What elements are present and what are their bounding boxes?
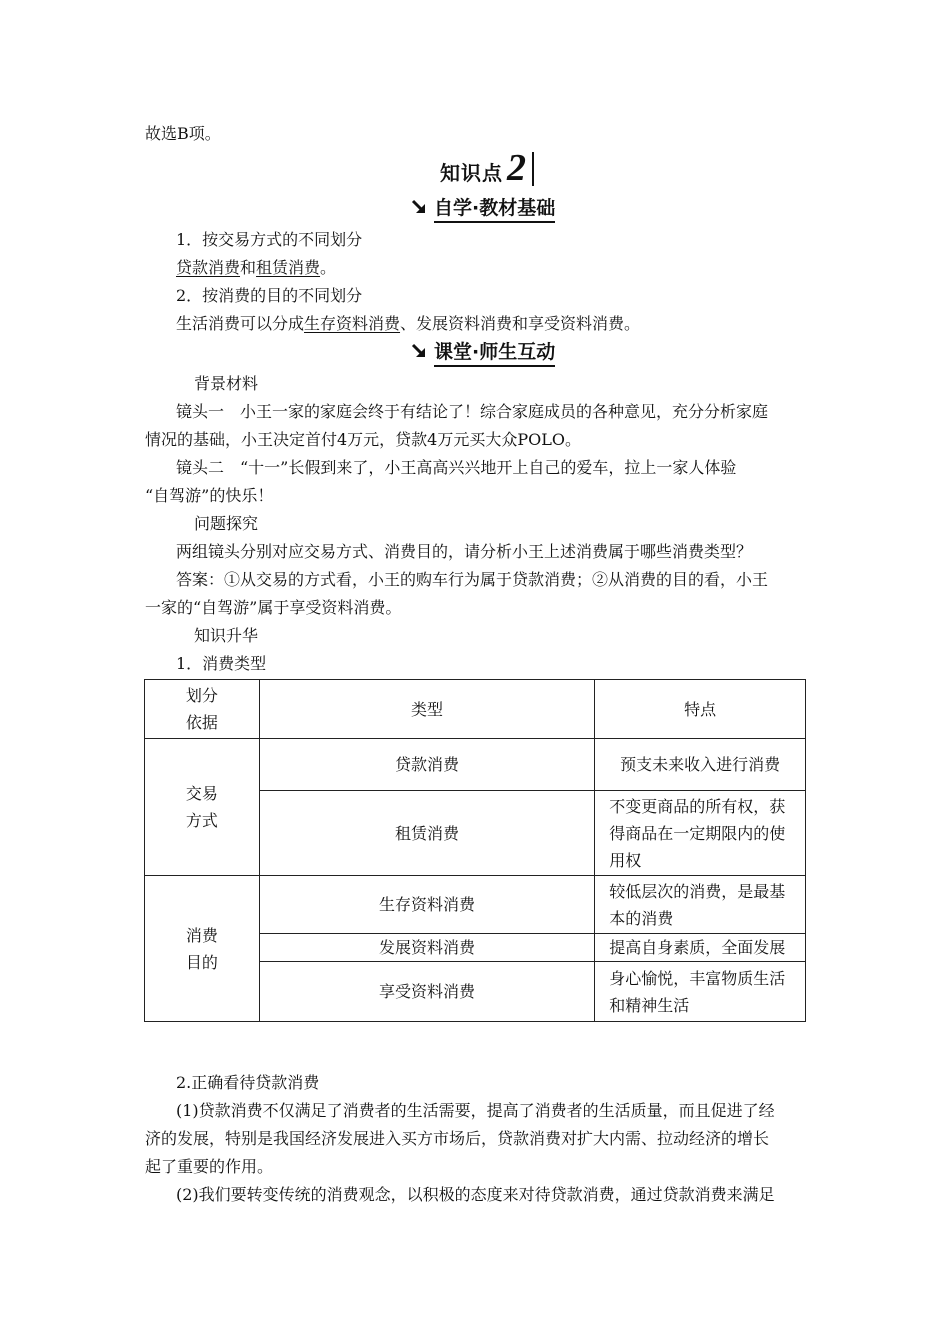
arrow-down-right-icon <box>410 342 428 366</box>
type-cell: 生存资料消费 <box>259 876 594 934</box>
feature-cell: 提高自身素质，全面发展 <box>595 934 806 962</box>
cell-line: 本的消费 <box>609 908 674 928</box>
answer-blank: 贷款消费 <box>176 258 241 277</box>
paragraph-line: (1)贷款消费不仅满足了消费者的生活需要，提高了消费者的生活质量，而且促进了经 <box>176 1101 775 1120</box>
feature-cell <box>595 962 806 1022</box>
item-title: 1．消费类型 <box>176 654 267 673</box>
consumption-types-table <box>144 679 806 1022</box>
cell-line: 较低层次的消费，是最基 <box>609 881 786 901</box>
paragraph-line: 镜头一 小王一家的家庭会终于有结论了！综合家庭成员的各种意见，充分分析家庭 <box>176 402 769 421</box>
cell-line: 身心愉悦，丰富物质生活 <box>609 968 786 988</box>
paragraph-line: 起了重要的作用。 <box>145 1157 274 1176</box>
type-cell: 租赁消费 <box>259 791 594 876</box>
cell-line: 目的 <box>185 952 218 972</box>
cell-line: 不变更商品的所有权，获 <box>609 796 786 816</box>
text-span: 生活消费可以分成 <box>176 314 305 333</box>
feature-cell <box>595 791 806 876</box>
text-line: 故选B项。 <box>145 124 221 143</box>
text-span: 、发展资料消费和享受资料消费。 <box>400 314 641 333</box>
paragraph-line: 一家的“自驾游”属于享受资料消费。 <box>145 598 402 617</box>
cell-line: 交易 <box>185 784 218 803</box>
item-title: 2.正确看待贷款消费 <box>176 1073 320 1092</box>
answer-blank: 租赁消费 <box>256 258 321 277</box>
type-cell: 贷款消费 <box>259 739 594 791</box>
knowledge-point-number: 2 <box>507 147 526 189</box>
table-row <box>145 876 806 934</box>
text-span: 和 <box>240 258 257 277</box>
table-row <box>145 739 806 791</box>
header-cell-feature: 特点 <box>595 680 806 739</box>
cell-line: 用权 <box>609 850 642 870</box>
answer-line <box>176 258 336 278</box>
paragraph-line: “自驾游”的快乐！ <box>145 486 274 505</box>
cell-line: 和精神生活 <box>609 995 690 1015</box>
subheading: 背景材料 <box>194 374 259 393</box>
paragraph-line: 济的发展，特别是我国经济发展进入买方市场后，贷款消费对扩大内需、拉动经济的增长 <box>145 1129 770 1148</box>
feature-cell: 预支未来收入进行消费 <box>595 739 806 791</box>
cell-line: 得商品在一定期限内的使 <box>609 823 786 843</box>
paragraph-line: 情况的基础，小王决定首付4万元，贷款4万元买大众POLO。 <box>145 430 581 449</box>
paragraph-line: (2)我们要转变传统的消费观念，以积极的态度来对待贷款消费，通过贷款消费来满足 <box>176 1185 775 1204</box>
section-title: 课堂·师生互动 <box>434 340 555 367</box>
answer-line <box>176 314 640 334</box>
header-cell-type: 类型 <box>259 680 594 739</box>
arrow-down-right-icon <box>410 198 428 222</box>
cell-line: 消费 <box>185 925 218 945</box>
heading-divider <box>532 152 534 186</box>
feature-cell <box>595 876 806 934</box>
cell-line: 方式 <box>185 811 218 830</box>
section-heading-self-study <box>410 196 555 223</box>
table-header-row <box>145 680 806 739</box>
section-heading-classroom <box>410 340 555 367</box>
basis-cell <box>145 739 260 876</box>
knowledge-point-label: 知识点 <box>440 161 503 185</box>
section-title: 自学·教材基础 <box>434 196 555 223</box>
paragraph-line: 两组镜头分别对应交易方式、消费目的，请分析小王上述消费属于哪些消费类型？ <box>176 542 753 561</box>
header-cell-basis <box>145 680 260 739</box>
subheading: 知识升华 <box>194 626 259 645</box>
cell-line: 依据 <box>185 713 218 732</box>
knowledge-point-heading <box>440 147 534 189</box>
basis-cell <box>145 876 260 1022</box>
type-cell: 发展资料消费 <box>259 934 594 962</box>
text-span: 。 <box>320 258 337 277</box>
cell-line: 划分 <box>185 686 218 705</box>
subheading: 问题探究 <box>194 514 259 533</box>
item-title: 2．按消费的目的不同划分 <box>176 286 363 305</box>
item-title: 1．按交易方式的不同划分 <box>176 230 363 249</box>
paragraph-line: 答案：①从交易的方式看，小王的购车行为属于贷款消费；②从消费的目的看，小王 <box>176 570 769 589</box>
type-cell: 享受资料消费 <box>259 962 594 1022</box>
answer-blank: 生存资料消费 <box>304 314 401 333</box>
paragraph-line: 镜头二 “十一”长假到来了，小王高高兴兴地开上自己的爱车，拉上一家人体验 <box>176 458 737 477</box>
